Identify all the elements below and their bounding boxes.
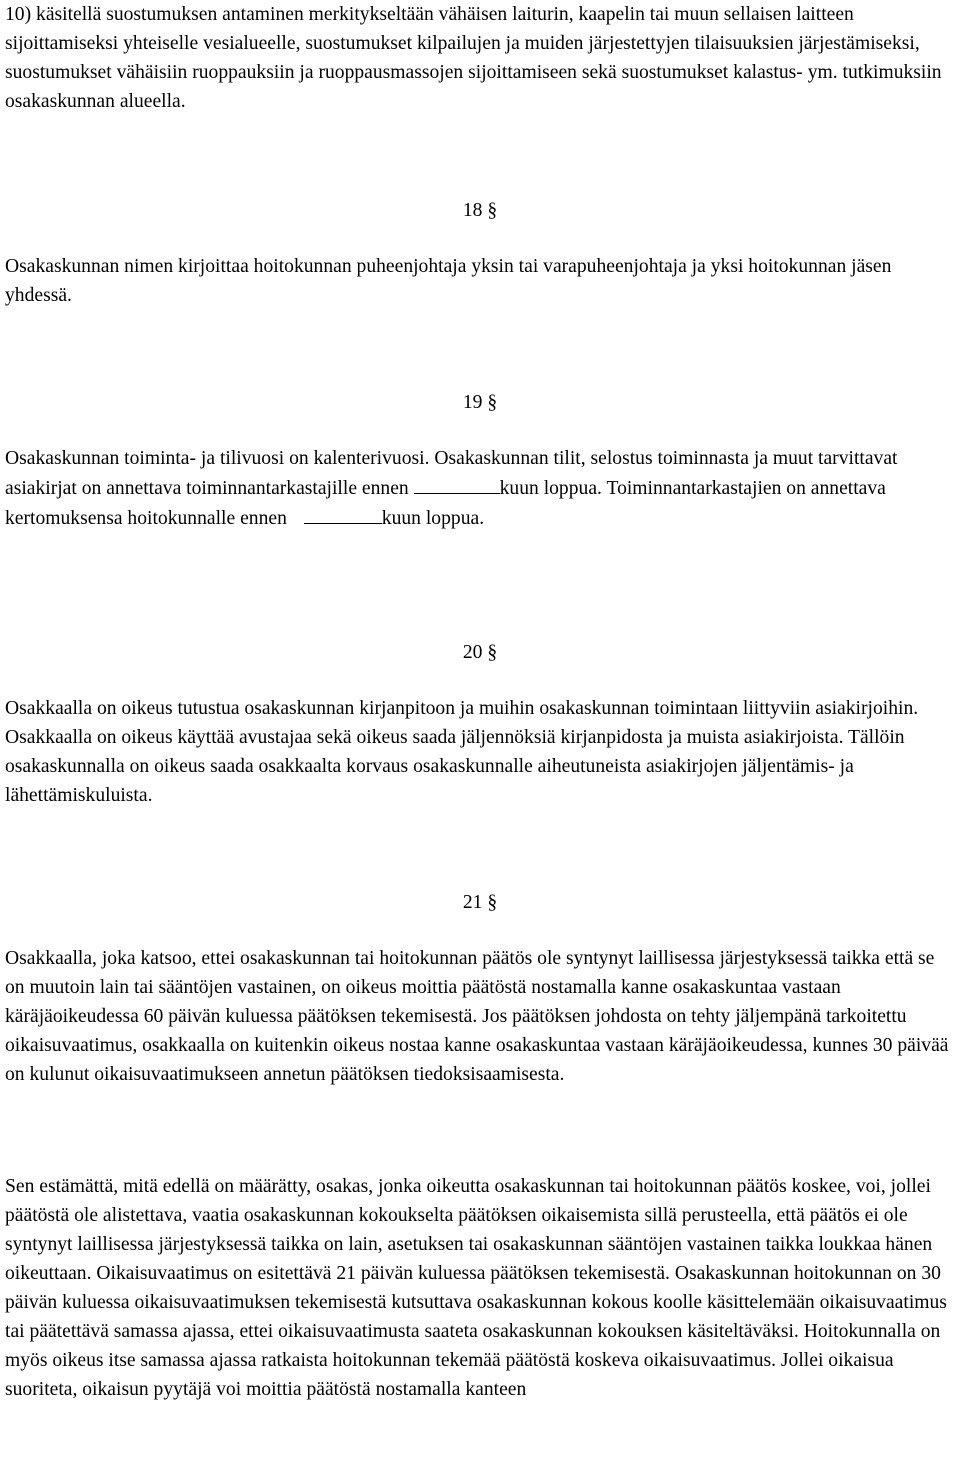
section-19-text-part-a: Osakaskunnan toiminta- ja tilivuosi on kalenterivuosi. Osakaskunnan tilit, selostus toiminnasta ja muut tarvittavat asiakirjat on annettava toiminnantarkastajille ennen xyxy=(5,448,898,499)
section-20-heading xyxy=(5,638,955,667)
intro-paragraph: 10) käsitellä suostumuksen antaminen merkitykseltään vähäisen laiturin, kaapelin tai muun sellaisen laitteen sijoittamiseksi yhteiselle vesialueelle, suostumukset kilpailujen ja muiden järjestettyjen tilaisuuksien järjestämiseksi, suostumukset vähäisiin ruoppauksiin ja ruoppausmassojen sijoittamiseen sekä suostumukset kalastus- ym. tutkimuksiin osakaskunnan alueella. xyxy=(5,4,942,112)
section-19-text-part-b: kuun loppua. Toiminnantarkastajien on annettava kertomuksensa hoitokunnalle ennen xyxy=(5,478,886,529)
section-19-text xyxy=(5,444,955,533)
section-18-text: Osakaskunnan nimen kirjoittaa hoitokunnan puheenjohtaja yksin tai varapuheenjohtaja ja yksi hoitokunnan jäsen yhdessä. xyxy=(5,256,892,306)
section-20-text: Osakkaalla on oikeus tutustua osakaskunnan kirjanpitoon ja muihin osakaskunnan toimintaan liittyviin asiakirjoihin. Osakkaalla on oikeus käyttää avustajaa sekä oikeus saada jäljennöksiä kirjanpidosta ja muista asiakirjoista. Tällöin osakaskunnalla on oikeus saada osakkaalta korvaus osakaskunnalle aiheutuneista asiakirjojen jäljentämis- ja lähettämiskuluista. xyxy=(5,698,919,806)
section-19-number: 19 xyxy=(462,392,483,413)
section-symbol: § xyxy=(487,392,498,413)
section-symbol: § xyxy=(487,642,498,663)
section-21-heading xyxy=(5,888,955,917)
section-19-text-part-c: kuun loppua. xyxy=(381,508,485,529)
section-19-heading xyxy=(5,388,955,417)
section-20-number: 20 xyxy=(462,642,483,663)
section-18-number: 18 xyxy=(462,200,483,221)
section-21-paragraph-2: Sen estämättä, mitä edellä on määrätty, osakas, jonka oikeutta osakaskunnan tai hoitokunnan päätös koskee, voi, jollei päätöstä ole alistettava, vaatia osakaskunnan kokoukselta päätöksen oikaisemista sillä perusteella, että päätös ei ole syntynyt laillisessa järjestyksessä taikka on lain, asetuksen tai osakaskunnan sääntöjen vastainen taikka loukkaa hänen oikeuttaan. Oikaisuvaatimus on esitettävä 21 päivän kuluessa päätöksen tekemisestä. Osakaskunnan hoitokunnan on 30 päivän kuluessa oikaisuvaatimuksen tekemisestä kutsuttava osakaskunnan kokous koolle käsittelemään oikaisuvaatimus tai päätettävä samassa ajassa, ettei oikaisuvaatimusta saateta osakaskunnan kokouksen käsiteltäväksi. Hoitokunnalla on myös oikeus itse samassa ajassa ratkaista hoitokunnan tekemää päätöstä koskeva oikaisuvaatimus. Jollei oikaisua suoriteta, oikaisun pyytäjä voi moittia päätöstä nostamalla kanteen xyxy=(5,1176,947,1400)
section-symbol: § xyxy=(487,200,498,221)
section-symbol: § xyxy=(487,892,498,913)
section-21-number: 21 xyxy=(462,892,483,913)
blank-fill-line xyxy=(414,473,500,494)
section-21-paragraph-1: Osakkaalla, joka katsoo, ettei osakaskunnan tai hoitokunnan päätös ole syntynyt laillisessa järjestyksessä taikka että se on muutoin lain tai sääntöjen vastainen, on oikeus moittia päätöstä nostamalla kanne osakaskuntaa vastaan käräjäoikeudessa 60 päivän kuluessa päätöksen tekemisestä. Jos päätöksen johdosta on tehty jäljempänä tarkoitettu oikaisuvaatimus, osakkaalla on kuitenkin oikeus nostaa kanne osakaskuntaa vastaan käräjäoikeudessa, kunnes 30 päivää on kulunut oikaisuvaatimukseen annetun päätöksen tiedoksisaamisesta. xyxy=(5,948,949,1085)
section-18-heading xyxy=(5,196,955,225)
blank-fill-line xyxy=(304,503,382,524)
